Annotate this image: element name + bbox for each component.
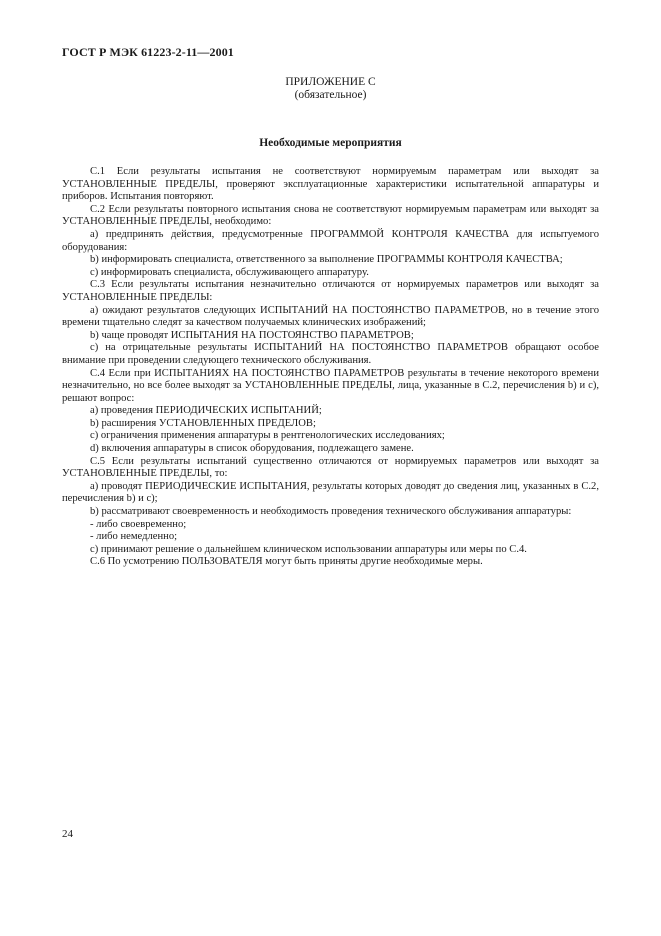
paragraph-c4: С.4 Если при ИСПЫТАНИЯХ НА ПОСТОЯНСТВО ПАРАМЕТРОВ результаты в течение некоторого времени незначительно, но все более выходят за УСТАНОВЛЕННЫЕ ПРЕДЕЛЫ, лица, указанные в С.2, перечисления b) и с), решают вопрос: <box>62 367 599 404</box>
list-item: с) информировать специалиста, обслуживающего аппаратуру. <box>90 266 369 278</box>
list-item: b) расширения УСТАНОВЛЕННЫХ ПРЕДЕЛОВ; <box>90 417 316 429</box>
paragraph-c2: С.2 Если результаты повторного испытания снова не соответствуют нормируемым параметрам или выходят за УСТАНОВЛЕННЫЕ ПРЕДЕЛЫ, необходимо: <box>62 203 599 228</box>
document-code: ГОСТ Р МЭК 61223-2-11—2001 <box>62 45 234 59</box>
list-item: b) чаще проводят ИСПЫТАНИЯ НА ПОСТОЯНСТВО ПАРАМЕТРОВ; <box>90 329 414 341</box>
paragraph-c3: С.3 Если результаты испытания незначительно отличаются от нормируемых параметров или выходят за УСТАНОВЛЕННЫЕ ПРЕДЕЛЫ: <box>62 279 599 303</box>
list-item: а) проведения ПЕРИОДИЧЕСКИХ ИСПЫТАНИЙ; <box>90 405 322 417</box>
paragraph-c6: С.6 По усмотрению ПОЛЬЗОВАТЕЛЯ могут быть приняты другие необходимые меры. <box>90 556 483 568</box>
list-item: b) информировать специалиста, ответственного за выполнение ПРОГРАММЫ КОНТРОЛЯ КАЧЕСТВА; <box>90 254 563 266</box>
appendix-heading <box>0 76 661 102</box>
body-text <box>62 166 599 569</box>
appendix-title: ПРИЛОЖЕНИЕ С <box>285 76 376 88</box>
list-item: а) проводят ПЕРИОДИЧЕСКИЕ ИСПЫТАНИЯ, результаты которых доводят до сведения лиц, указанных в С.2, перечисления b) и с); <box>62 480 599 505</box>
paragraph-c5: С.5 Если результаты испытаний существенно отличаются от нормируемых параметров или выходят за УСТАНОВЛЕННЫЕ ПРЕДЕЛЫ, то: <box>62 455 599 480</box>
list-item: с) принимают решение о дальнейшем клиническом использовании аппаратуры или меры по С.4. <box>90 543 527 555</box>
appendix-subtitle: (обязательное) <box>294 89 367 101</box>
section-title: Необходимые мероприятия <box>259 137 402 149</box>
list-item: а) предпринять действия, предусмотренные ПРОГРАММОЙ КОНТРОЛЯ КАЧЕСТВА для испытуемого оборудования: <box>62 228 599 253</box>
list-item: а) ожидают результатов следующих ИСПЫТАНИЙ НА ПОСТОЯНСТВО ПАРАМЕТРОВ, но в течение этого времени тщательно следят за качеством получаемых клинических изображений; <box>62 304 599 329</box>
list-item: d) включения аппаратуры в список оборудования, подлежащего замене. <box>90 443 414 455</box>
list-item: b) рассматривают своевременность и необходимость проведения технического обслуживания аппаратуры: <box>90 506 572 518</box>
page-number: 24 <box>62 828 73 840</box>
paragraph-c1: С.1 Если результаты испытания не соответствуют нормируемым параметрам или выходят за УСТАНОВЛЕННЫЕ ПРЕДЕЛЫ, проверяют эксплуатационные характеристики испытательной аппаратуры и приборов. Испытания повторяют. <box>62 166 599 203</box>
list-item: с) на отрицательные результаты ИСПЫТАНИЙ НА ПОСТОЯНСТВО ПАРАМЕТРОВ обращают особое внимание при проведении следующего технического обслуживания. <box>62 342 599 366</box>
list-item: - либо немедленно; <box>90 531 178 543</box>
list-item: - либо своевременно; <box>90 518 187 530</box>
list-item: с) ограничения применения аппаратуры в рентгенологических исследованиях; <box>90 430 445 442</box>
